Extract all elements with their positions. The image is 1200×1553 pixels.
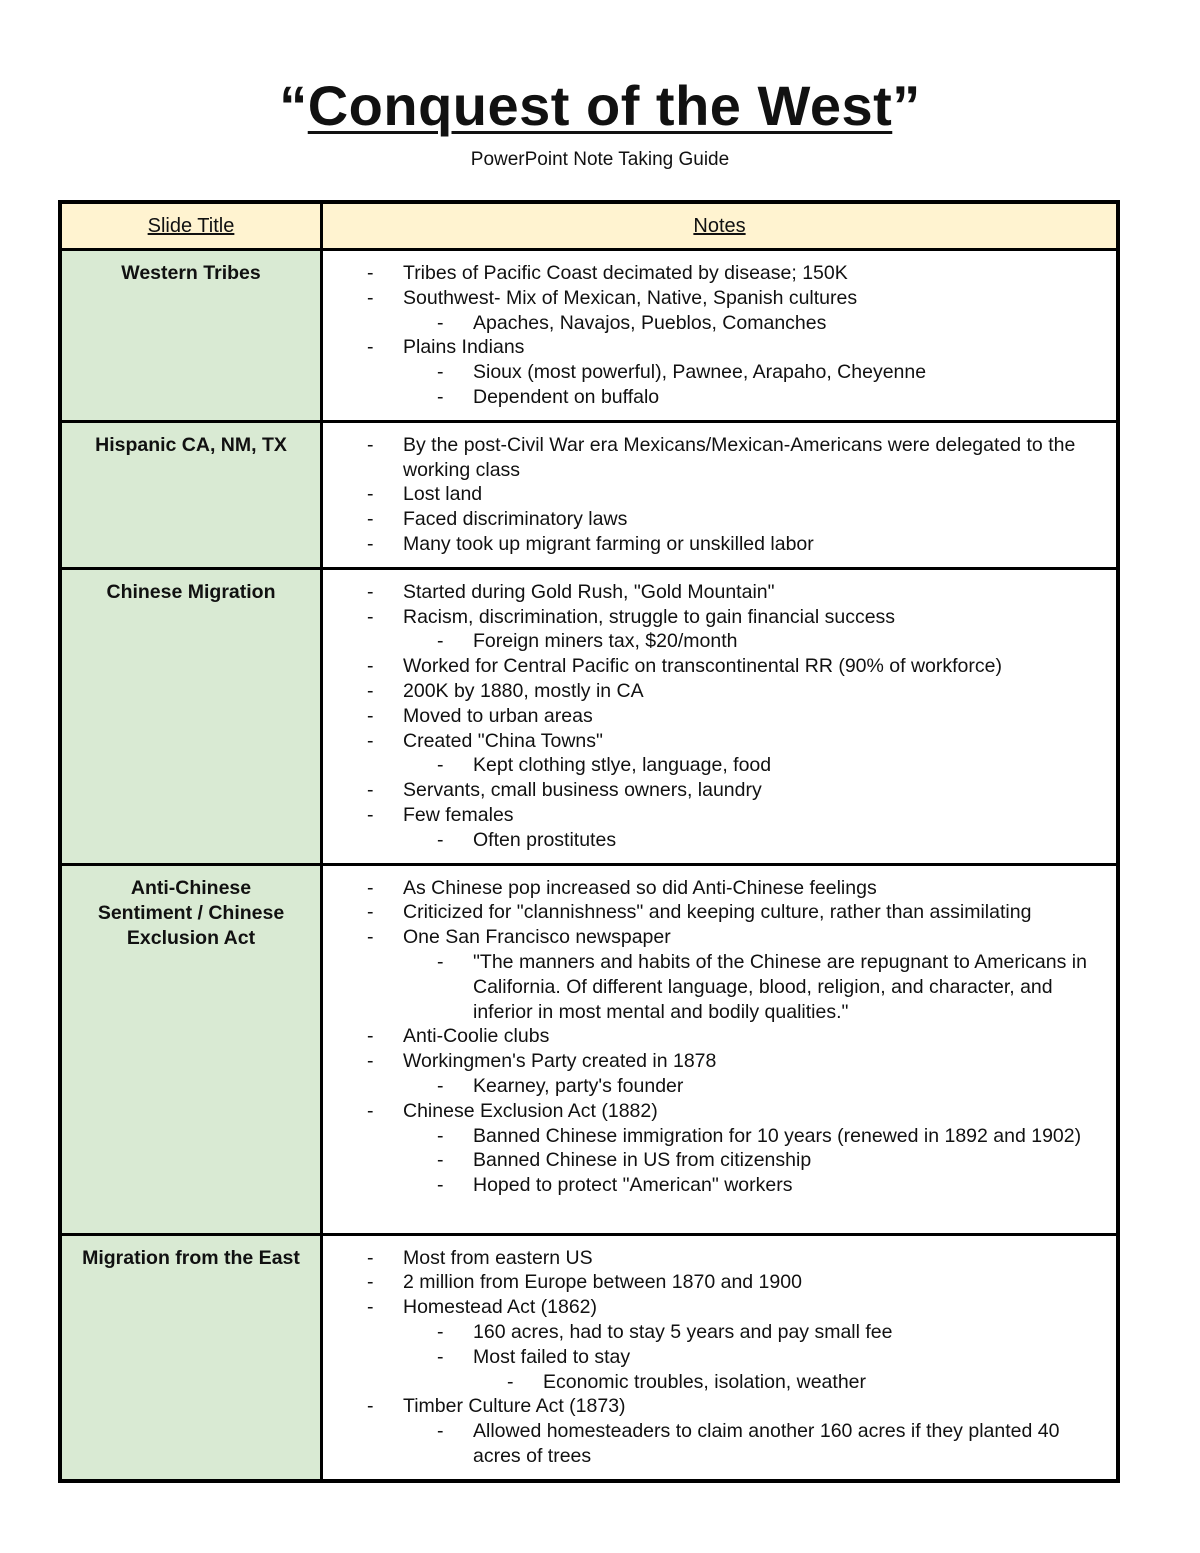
list-item	[403, 1124, 1106, 1149]
list-item-text: Most from eastern US	[403, 1246, 593, 1269]
slide-title-line: Exclusion Act	[126, 926, 256, 949]
notes-list-level-2	[323, 1074, 1106, 1099]
notes-cell	[322, 421, 1119, 568]
slide-title-line: Western Tribes	[121, 262, 261, 284]
list-item	[323, 433, 1106, 483]
list-item	[323, 1099, 1106, 1198]
notes-column-header	[322, 202, 1119, 250]
list-item	[323, 925, 1106, 1024]
list-item-text: Southwest- Mix of Mexican, Native, Spanish cultures	[403, 286, 858, 309]
list-item-text: One San Francisco newspaper	[403, 926, 671, 949]
list-item-text: Kept clothing stlye, language, food	[473, 754, 772, 777]
list-item-text: Moved to urban areas	[403, 704, 593, 727]
slide-title-line: Migration from the East	[82, 1246, 300, 1269]
notes-cell	[322, 568, 1119, 864]
slide-title-header-label: Slide Title	[147, 214, 235, 237]
list-item	[403, 385, 1106, 410]
notes-cell	[322, 1234, 1119, 1481]
list-item-text: As Chinese pop increased so did Anti-Chinese feelings	[403, 876, 877, 899]
page-subtitle: PowerPoint Note Taking Guide	[470, 149, 730, 170]
list-item-text: Allowed homesteaders to claim another 160 acres if they planted 40 acres of trees	[473, 1420, 1060, 1467]
list-item-text: Workingmen's Party created in 1878	[403, 1050, 717, 1073]
list-item	[403, 1173, 1106, 1198]
table-row	[60, 1234, 1118, 1481]
table-row	[60, 250, 1118, 422]
slide-title-line: Sentiment / Chinese	[97, 901, 285, 924]
notes-list-level-2	[323, 360, 1106, 410]
notes-list-level-2	[323, 753, 1106, 778]
notes-list-level-3	[403, 1370, 1106, 1395]
list-item-text: Started during Gold Rush, "Gold Mountain"	[403, 580, 775, 603]
notes-list-level-1	[323, 433, 1106, 557]
list-item-text: Homestead Act (1862)	[403, 1296, 598, 1319]
list-item	[323, 654, 1106, 679]
table-row	[60, 864, 1118, 1234]
list-item	[323, 900, 1106, 925]
list-item-text: "The manners and habits of the Chinese are repugnant to Americans in California. Of different language, blood, religion, and character, and inferior in most mental and bodily qualities."	[473, 950, 1087, 1023]
list-item	[323, 803, 1106, 853]
list-item-text: Plains Indians	[403, 336, 525, 359]
list-item-text: Servants, cmall business owners, laundry	[403, 779, 762, 802]
list-item-text: Created "China Towns"	[403, 729, 603, 752]
list-item-text: Banned Chinese in US from citizenship	[473, 1149, 812, 1172]
list-item	[323, 729, 1106, 779]
notes-list-level-2	[323, 629, 1106, 654]
list-item	[323, 261, 1106, 286]
page-title	[0, 70, 1200, 142]
list-item	[323, 482, 1106, 507]
list-item-text: 200K by 1880, mostly in CA	[403, 679, 644, 702]
list-item-text: Racism, discrimination, struggle to gain financial success	[403, 605, 896, 628]
list-item	[323, 1270, 1106, 1295]
slide-title-column-header	[60, 202, 322, 250]
slide-title-cell	[60, 1234, 322, 1481]
list-item	[403, 360, 1106, 385]
notes-list-level-2	[323, 1124, 1106, 1198]
list-item	[323, 1024, 1106, 1049]
list-item	[403, 1320, 1106, 1345]
list-item-text: Most failed to stay	[473, 1345, 631, 1368]
slide-title-cell	[60, 568, 322, 864]
list-item	[403, 950, 1106, 1024]
list-item-text: Tribes of Pacific Coast decimated by disease; 150K	[403, 262, 848, 284]
title-open-quote: “	[279, 74, 308, 137]
table-header-row	[60, 202, 1118, 250]
slide-title-cell	[60, 864, 322, 1234]
list-item	[323, 1394, 1106, 1468]
notes-list-level-2	[323, 828, 1106, 853]
list-item-text: By the post-Civil War era Mexicans/Mexican-Americans were delegated to the working class	[403, 433, 1076, 481]
notes-list-level-2	[323, 311, 1106, 336]
notes-header-label: Notes	[693, 214, 746, 237]
notes-cell	[322, 250, 1119, 422]
list-item-text: Dependent on buffalo	[473, 385, 660, 408]
list-item	[403, 311, 1106, 336]
notes-cell	[322, 864, 1119, 1234]
list-item	[403, 1419, 1106, 1469]
document-header	[0, 70, 1200, 172]
list-item-text: Few females	[403, 803, 514, 826]
notes-table	[58, 200, 1120, 1483]
table-body	[60, 250, 1118, 1481]
list-item-text: Hoped to protect "American" workers	[473, 1174, 793, 1197]
slide-title-cell	[60, 421, 322, 568]
list-item-text: Anti-Coolie clubs	[403, 1025, 550, 1048]
list-item	[323, 1049, 1106, 1099]
list-item	[403, 1148, 1106, 1173]
list-item-text: Many took up migrant farming or unskilled labor	[403, 532, 814, 555]
list-item-text: 160 acres, had to stay 5 years and pay small fee	[473, 1320, 893, 1343]
slide-title-line: Chinese Migration	[106, 580, 276, 603]
list-item	[323, 580, 1106, 605]
list-item	[323, 335, 1106, 409]
notes-list-level-1	[323, 261, 1106, 410]
list-item	[323, 532, 1106, 557]
notes-list-level-1	[323, 580, 1106, 853]
list-item	[323, 286, 1106, 336]
list-item-text: Foreign miners tax, $20/month	[473, 630, 738, 653]
list-item-text: Often prostitutes	[473, 828, 617, 851]
list-item-text: Timber Culture Act (1873)	[403, 1395, 626, 1418]
notes-list-level-1	[323, 1246, 1106, 1469]
list-item-text: 2 million from Europe between 1870 and 1900	[403, 1271, 802, 1294]
list-item	[403, 1074, 1106, 1099]
notes-list-level-2	[323, 950, 1106, 1024]
slide-title-line: Hispanic CA, NM, TX	[95, 433, 287, 456]
list-item-text: Sioux (most powerful), Pawnee, Arapaho, Cheyenne	[473, 361, 927, 384]
table-row	[60, 421, 1118, 568]
slide-title-cell	[60, 250, 322, 422]
list-item-text: Faced discriminatory laws	[403, 508, 628, 531]
slide-title-line: Anti-Chinese	[130, 876, 252, 899]
list-item	[323, 876, 1106, 901]
list-item-text: Banned Chinese immigration for 10 years (renewed in 1892 and 1902)	[473, 1124, 1082, 1147]
list-item-text: Chinese Exclusion Act (1882)	[403, 1099, 658, 1122]
list-item-text: Criticized for "clannishness" and keeping culture, rather than assimilating	[403, 901, 1032, 924]
list-item	[403, 828, 1106, 853]
list-item	[473, 1370, 1106, 1395]
list-item	[403, 753, 1106, 778]
list-item-text: Worked for Central Pacific on transcontinental RR (90% of workforce)	[403, 655, 1002, 678]
list-item	[323, 1246, 1106, 1271]
notes-list-level-2	[323, 1320, 1106, 1394]
list-item-text: Economic troubles, isolation, weather	[543, 1370, 866, 1393]
list-item	[403, 1345, 1106, 1395]
list-item-text: Kearney, party's founder	[473, 1074, 684, 1097]
list-item	[323, 1295, 1106, 1394]
title-close-quote: ”	[892, 74, 921, 137]
list-item	[403, 629, 1106, 654]
list-item	[323, 507, 1106, 532]
list-item	[323, 778, 1106, 803]
notes-list-level-1	[323, 876, 1106, 1198]
notes-list-level-2	[323, 1419, 1106, 1469]
list-item-text: Apaches, Navajos, Pueblos, Comanches	[473, 311, 827, 334]
list-item	[323, 605, 1106, 655]
title-text: Conquest of the West	[307, 74, 893, 137]
table-row	[60, 568, 1118, 864]
list-item	[323, 679, 1106, 704]
list-item-text: Lost land	[403, 483, 483, 506]
list-item	[323, 704, 1106, 729]
